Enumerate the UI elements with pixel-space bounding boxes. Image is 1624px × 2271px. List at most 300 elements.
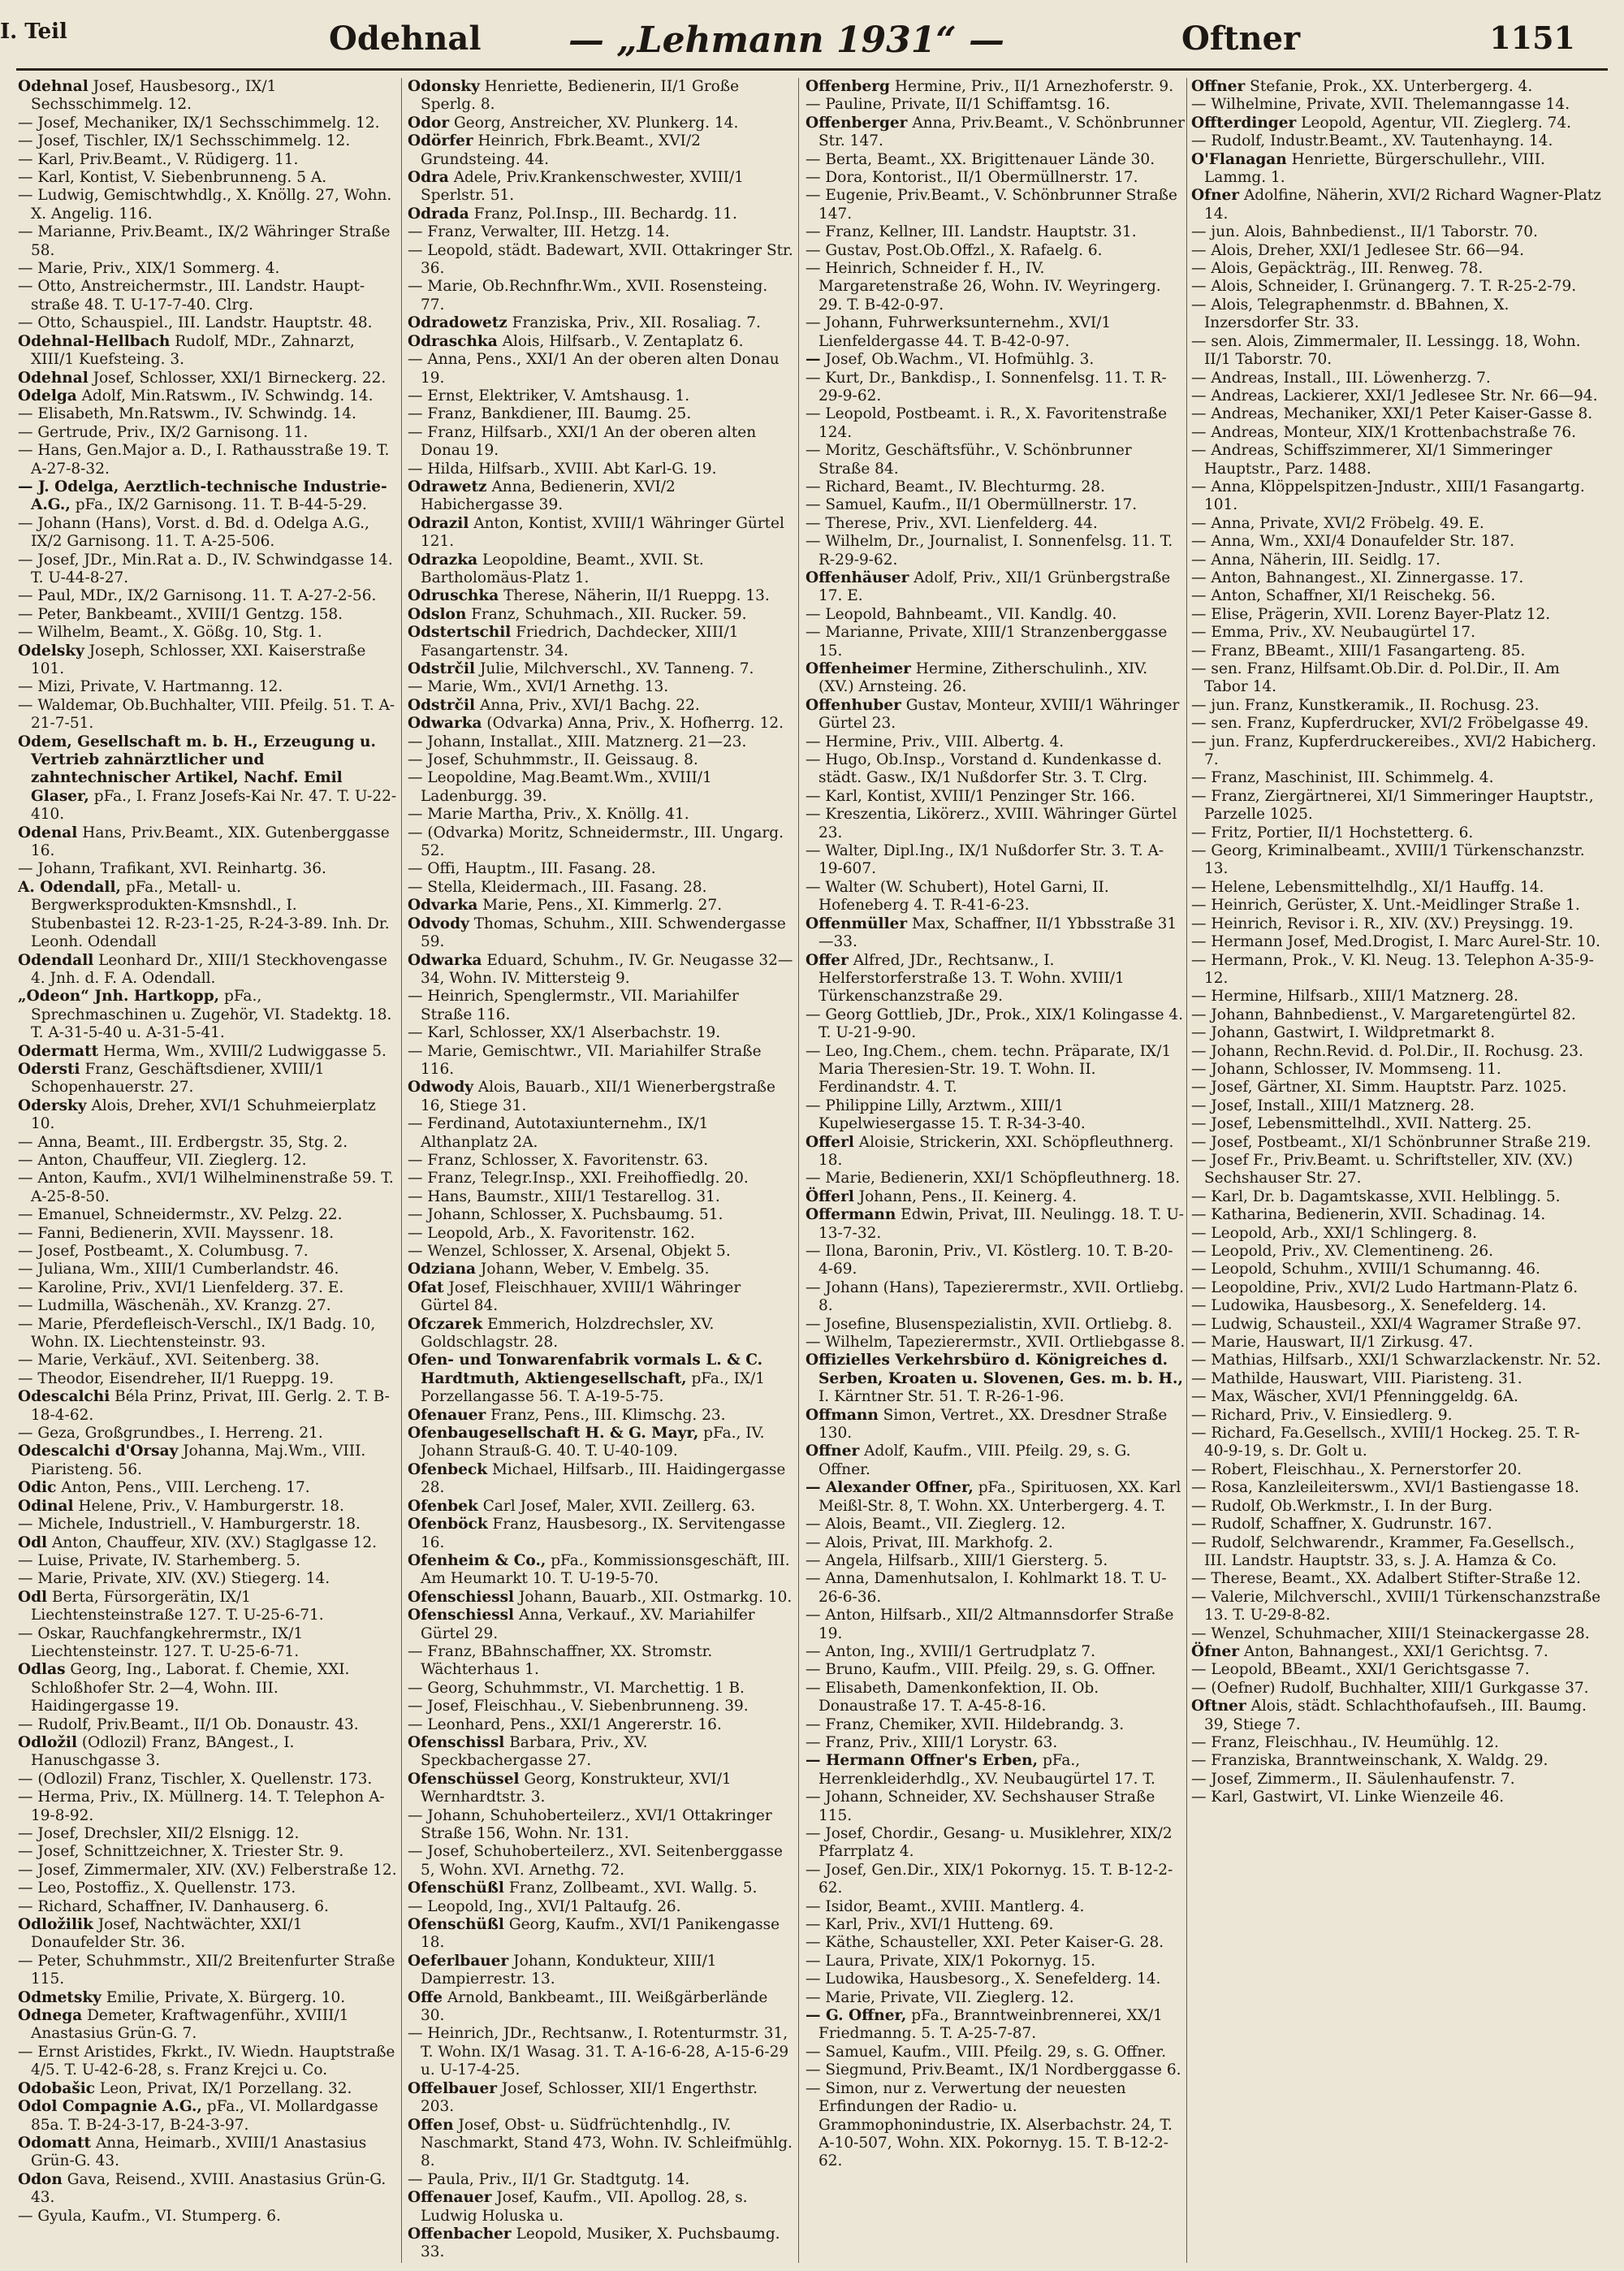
entry-details: — Waldemar, Ob.Buchhalter, VIII. Pfeilg. 51. T. A-21-7-51.: [18, 696, 395, 733]
directory-entry: [806, 1188, 1187, 1206]
directory-entry: [408, 1989, 793, 2026]
directory-entry: [806, 1916, 1187, 1934]
entry-details: — Hans, Gen.Major a. D., I. Rathausstraße 19. T. A-27-8-32.: [18, 442, 390, 478]
entry-surname: Ofat: [408, 1278, 444, 1296]
entry-surname: Odwody: [408, 1079, 474, 1097]
entry-details: Josef, Ob.Wachm., VI. Hofmühlg. 3.: [825, 351, 1095, 369]
entry-surname: Öfferl: [806, 1187, 854, 1205]
directory-entry: [1191, 1297, 1601, 1315]
entry-details: — Anna, Klöppelspitzen-Jndustr., XIII/1 Fasangartg. 101.: [1191, 478, 1585, 514]
directory-entry: [408, 1552, 793, 1589]
entry-surname: „Odeon“ Jnh. Hartkopp,: [18, 988, 220, 1006]
entry-surname: Offe: [408, 1988, 443, 2006]
entry-details: — Josef, Gärtner, XI. Simm. Hauptstr. Parz. 1025.: [1191, 1079, 1567, 1097]
directory-entry: [1191, 824, 1601, 842]
entry-details: — Walter (W. Schubert), Hotel Garni, II. Hofeneberg 4. T. R-41-6-23.: [806, 878, 1109, 915]
entry-details: — Johann, Rechn.Revid. d. Pol.Dir., II. Rochusg. 23.: [1191, 1042, 1583, 1060]
directory-entry: [1191, 733, 1601, 770]
entry-details: Edwin, Privat, III. Neulingg. 18. T. U-13-7-32.: [818, 1206, 1184, 1242]
directory-entry: [18, 1425, 400, 1443]
entry-details: — Alois, Privat, III. Markhofg. 2.: [806, 1533, 1053, 1551]
entry-details: — Georg, Schuhmmstr., VI. Marchettig. 1 B.: [408, 1679, 745, 1697]
directory-entry: [1191, 1407, 1601, 1425]
entry-details: — Therese, Beamt., XX. Adalbert Stifter-Straße 12.: [1191, 1570, 1581, 1588]
directory-entry: [408, 1024, 793, 1042]
entry-details: — Geza, Großgrundbes., I. Herreng. 21.: [18, 1425, 323, 1443]
directory-entry: [408, 1170, 793, 1187]
entry-details: — Franz, Schlosser, X. Favoritenstr. 63.: [408, 1151, 709, 1169]
entry-surname: Offenberg: [806, 78, 890, 95]
directory-entry: [18, 1843, 400, 1861]
directory-entry: [408, 897, 793, 915]
entry-surname: Offenbacher: [408, 2225, 512, 2243]
directory-entry: [1191, 1334, 1601, 1352]
entry-details: — Berta, Beamt., XX. Brigittenauer Lände 30.: [806, 150, 1155, 168]
entry-details: Alfred, JDr., Rechtsanw., I. Helferstorferstraße 13. T. Wohn. XVIII/1 Türkenschanzstraße 29.: [818, 951, 1125, 1006]
directory-entry: [806, 842, 1187, 879]
entry-details: — Hermine, Priv., VIII. Albertg. 4.: [806, 733, 1065, 751]
directory-entry: [806, 606, 1187, 624]
entry-surname: Öfner: [1191, 1642, 1240, 1660]
entry-surname: Odwarka: [408, 715, 482, 733]
directory-entry: [806, 1516, 1187, 1533]
directory-entry: [1191, 769, 1601, 787]
entry-details: Georg, Kaufm., XVI/1 Panikengasse 18.: [421, 1916, 780, 1952]
entry-details: — Ludmilla, Wäschenäh., XV. Kranzg. 27.: [18, 1297, 331, 1315]
entry-surname: O'Flanagan: [1191, 150, 1287, 168]
entry-surname: Odrawetz: [408, 478, 487, 495]
entry-details: Adolf, Kaufm., VIII. Pfeilg. 29, s. G. Offner.: [818, 1443, 1131, 1478]
entry-details: — Johann, Gastwirt, I. Wildpretmarkt 8.: [1191, 1024, 1496, 1042]
directory-entry: [408, 915, 793, 952]
entry-details: — Franz, BBahnschaffner, XX. Stromstr. Wächterhaus 1.: [408, 1642, 713, 1679]
entry-details: — Elisabeth, Damenkonfektion, II. Ob. Donaustraße 17. T. A-45-8-16.: [806, 1679, 1099, 1715]
directory-entry: [18, 642, 400, 679]
directory-entry: [1191, 1279, 1601, 1297]
directory-entry: [408, 515, 793, 552]
entry-details: — Richard, Fa.Gesellsch., XVIII/1 Hockeg. 25. T. R-40-9-19, s. Dr. Golt u.: [1191, 1425, 1580, 1460]
entry-details: — Leopold, Ing., XVI/1 Paltaufg. 26.: [408, 1897, 681, 1915]
entry-details: — Marie, Private, VII. Zieglerg. 12.: [806, 1988, 1074, 2006]
entry-details: Friedrich, Dachdecker, XIII/1 Fasangartenstr. 34.: [421, 624, 739, 660]
directory-entry: [806, 1534, 1187, 1552]
directory-entry: [408, 879, 793, 897]
directory-entry: [408, 1734, 793, 1771]
entry-details: Josef, Kaufm., VII. Apollog. 28, s. Ludwig Holuska u.: [421, 2189, 748, 2225]
directory-entry: [1191, 842, 1601, 879]
entry-details: — Robert, Fleischhau., X. Pernerstorfer 20.: [1191, 1460, 1522, 1478]
directory-entry: [18, 697, 400, 733]
entry-details: — Georg, Kriminalbeamt., XVIII/1 Türkenschanzstr. 13.: [1191, 842, 1585, 878]
entry-details: Carl Josef, Maler, XVII. Zeillerg. 63.: [482, 1497, 756, 1515]
entry-details: — Fanni, Bedienerin, XVII. Mayssenг. 18.: [18, 1224, 335, 1242]
entry-details: Johann, Pens., II. Keinerg. 4.: [858, 1187, 1077, 1205]
entry-surname: Odradowetz: [408, 314, 508, 332]
directory-entry: [18, 1061, 400, 1097]
entry-surname: Oftner: [1191, 1698, 1246, 1715]
directory-entry: [1191, 1043, 1601, 1061]
entry-surname: Odehnal: [18, 78, 89, 95]
entry-surname: Offenberger: [806, 114, 908, 132]
entry-surname: Offmann: [806, 1406, 879, 1424]
page-number: 1151: [1489, 19, 1575, 56]
entry-details: — sen. Alois, Zimmermaler, II. Lessingg. 18, Wohn. II/1 Taborstr. 70.: [1191, 332, 1581, 369]
entry-details: — Bruno, Kaufm., VIII. Pfeilg. 29, s. G. Offner.: [806, 1661, 1156, 1679]
directory-entry: [18, 2098, 400, 2135]
entry-details: Franz, Pens., III. Klimschg. 23.: [490, 1406, 726, 1424]
directory-entry: [1191, 1771, 1601, 1789]
entry-details: — Leopold, Priv., XV. Clementineng. 26.: [1191, 1243, 1493, 1260]
entry-details: — Mizi, Private, V. Hartmanng. 12.: [18, 678, 283, 696]
entry-details: Therese, Näherin, II/1 Rueppg. 13.: [503, 587, 770, 605]
directory-entry: [18, 1043, 400, 1061]
entry-details: — Luise, Private, IV. Starhemberg. 5.: [18, 1551, 301, 1569]
entry-details: Anna, Verkauf., XV. Mariahilfer Gürtel 29.: [421, 1607, 755, 1642]
directory-entry: [18, 1534, 400, 1552]
entry-surname: Odmetsky: [18, 1988, 102, 2006]
entry-details: — Wenzel, Schuhmacher, XIII/1 Steinackergasse 28.: [1191, 1624, 1590, 1642]
directory-entry: [1191, 1643, 1601, 1661]
directory-entry: [408, 1261, 793, 1278]
directory-entry: [18, 78, 400, 115]
entry-details: — Marie, Private, XIV. (XV.) Stiegerg. 14.: [18, 1570, 330, 1588]
directory-entry: [408, 478, 793, 515]
entry-details: — Kurt, Dr., Bankdisp., I. Sonnenfelsg. 11. T. R-29-9-62.: [806, 369, 1167, 404]
entry-details: — Emma, Priv., XV. Neubaugürtel 17.: [1191, 624, 1475, 642]
directory-entry: [1191, 569, 1601, 587]
entry-details: Georg, Ing., Laborat. f. Chemie, XXI. Schloßhofer Str. 2—4, Wohn. III. Haidingergasse 19.: [31, 1661, 350, 1715]
entry-details: — Rudolf, Schaffner, X. Gudrunstr. 167.: [1191, 1516, 1492, 1533]
directory-entry: [1191, 242, 1601, 260]
entry-details: — Marie, Bedienerin, XXI/1 Schöpfleuthnerg. 18.: [806, 1170, 1181, 1187]
entry-details: — Leopold, Arb., XXI/1 Schlingerg. 8.: [1191, 1224, 1478, 1242]
directory-entry: [18, 1388, 400, 1425]
entry-details: — Mathias, Hilfsarb., XXI/1 Schwarzlackenstr. Nr. 52.: [1191, 1352, 1601, 1369]
entry-details: — Alois, Gepäckträg., III. Renweg. 78.: [1191, 260, 1484, 278]
entry-details: — Josefine, Blusenspezialistin, XVII. Ortliebg. 8.: [806, 1315, 1173, 1333]
directory-entry: [1191, 1006, 1601, 1024]
directory-entry: [18, 1479, 400, 1497]
directory-entry: [1191, 1225, 1601, 1243]
entry-details: Eduard, Schuhm., IV. Gr. Neugasse 32—34, Wohn. IV. Mittersteig 9.: [421, 951, 793, 987]
directory-entry: [18, 151, 400, 169]
entry-details: — Dora, Kontorist., II/1 Obermüllnerstr. 17.: [806, 169, 1138, 187]
entry-details: — Helene, Lebensmittelhdlg., XI/1 Hauffg. 14.: [1191, 878, 1544, 896]
entry-details: — Heinrich, Schneider f. H., IV. Margaretenstraße 26, Wohn. IV. Weyringerg. 29. T. B-42-0-97.: [806, 260, 1161, 314]
entry-details: Max, Schaffner, II/1 Ybbsstraße 31—33.: [818, 915, 1177, 951]
directory-entry: [1191, 1534, 1601, 1571]
column-3: [806, 78, 1187, 2263]
directory-entry: [806, 1352, 1187, 1406]
entry-surname: Odziana: [408, 1261, 477, 1278]
directory-entry: [806, 2007, 1187, 2044]
entry-surname: Odvarka: [408, 897, 478, 915]
directory-entry: [1191, 552, 1601, 569]
entry-details: — Elisabeth, Mn.Ratswm., IV. Schwindg. 14.: [18, 405, 356, 423]
entry-surname: Odescalchi: [18, 1388, 110, 1406]
entry-details: Josef, Hausbesorg., IX/1 Sechsschimmelg. 12.: [31, 78, 277, 114]
entry-details: — Otto, Anstreichermstr., III. Landstr. Haupt-straße 48. T. U-17-7-40. Clrg.: [18, 278, 365, 314]
entry-details: — Richard, Beamt., IV. Blechturmg. 28.: [806, 478, 1105, 495]
entry-surname: Ofenschüßl: [408, 1880, 504, 1897]
directory-entry: [806, 1970, 1187, 1988]
entry-details: Adolfine, Näherin, XVI/2 Richard Wagner-Platz 14.: [1204, 187, 1601, 223]
first-entry-word: Odehnal: [329, 19, 482, 58]
directory-entry: [806, 1316, 1187, 1334]
directory-entry: [408, 223, 793, 241]
entry-details: — Leonhard, Pens., XXI/1 Angererstr. 16.: [408, 1715, 722, 1733]
directory-entry: [408, 1680, 793, 1698]
entry-surname: Odonsky: [408, 78, 480, 95]
entry-details: — Josef, Chordir., Gesang- u. Musiklehrer, XIX/2 Pfarrplatz 4.: [806, 1825, 1173, 1861]
directory-entry: [806, 2061, 1187, 2079]
entry-details: — Elise, Prägerin, XVII. Lorenz Bayer-Platz 12.: [1191, 605, 1551, 623]
entry-details: — Andreas, Lackierer, XXI/1 Jedlesee Str. Nr. 66—94.: [1191, 387, 1598, 404]
entry-surname: Ofenböck: [408, 1516, 488, 1533]
directory-entry: [408, 1843, 793, 1880]
directory-entry: [1191, 1206, 1601, 1224]
directory-entry: [408, 552, 793, 588]
entry-surname: Ofenauer: [408, 1406, 486, 1424]
directory-entry: [408, 333, 793, 351]
entry-details: — Theodor, Eisendreher, II/1 Rueppg. 19.: [18, 1369, 335, 1387]
directory-entry: [408, 1880, 793, 1897]
entry-details: — Valerie, Milchverschl., XVIII/1 Türkenschanzstraße 13. T. U-29-8-82.: [1191, 1588, 1601, 1624]
directory-entry: [408, 278, 793, 314]
entry-details: — Wenzel, Schlosser, X. Arsenal, Objekt 5.: [408, 1243, 731, 1260]
directory-entry: [806, 1752, 1187, 1789]
entry-surname: Ofenschiessl: [408, 1607, 515, 1624]
directory-entry: [806, 496, 1187, 514]
entry-details: — Josef, Mechaniker, IX/1 Sechsschimmelg. 12.: [18, 114, 380, 132]
directory-entry: [1191, 1589, 1601, 1625]
entry-details: — Rudolf, Selchwarendr., Krammer, Fa.Gesellsch., III. Landstr. Hauptstr. 33, s. J. A. Hamza & Co.: [1191, 1533, 1575, 1569]
entry-surname: Offizielles Verkehrsbüro d. Königreiches d. Serben, Kroaten u. Slovenen, Ges. m. b. H.,: [806, 1352, 1183, 1387]
directory-entry: [1191, 1097, 1601, 1115]
entry-surname: Odslon: [408, 605, 467, 623]
directory-entry: [1191, 988, 1601, 1006]
entry-details: — Angela, Hilfsarb., XIII/1 Giersterg. 5.: [806, 1551, 1108, 1569]
directory-entry: [1191, 1388, 1601, 1406]
directory-entry: [408, 1716, 793, 1734]
entry-details: Demeter, Kraftwagenführ., XVIII/1 Anastasius Grün-G. 7.: [31, 2007, 349, 2043]
entry-details: — Karl, Kontist, XVIII/1 Penzinger Str. 166.: [806, 787, 1135, 805]
entry-details: Emmerich, Holzdrechsler, XV. Goldschlagstr. 28.: [421, 1315, 715, 1352]
directory-entry: [18, 424, 400, 442]
directory-entry: [408, 1771, 793, 1807]
entry-details: Josef, Nachtwächter, XXI/1 Donaufelder Str. 36.: [31, 1916, 303, 1952]
directory-entry: [1191, 1698, 1601, 1734]
directory-entry: [806, 2080, 1187, 2171]
entry-details: — Josef, Postbeamt., X. Columbusg. 7.: [18, 1243, 309, 1260]
directory-entry: [18, 2171, 400, 2208]
directory-entry: [18, 1916, 400, 1953]
entry-surname: Odobašic: [18, 2079, 96, 2097]
entry-details: — Josef, Zimmermaler, XIV. (XV.) Felberstraße 12.: [18, 1861, 397, 1879]
directory-entry: [1191, 132, 1601, 150]
directory-entry: [1191, 1680, 1601, 1698]
entry-details: Franz, Hausbesorg., IX. Servitengasse 16.: [421, 1516, 786, 1551]
entry-surname: Odörfer: [408, 132, 473, 150]
entry-details: (Odlozil) Franz, BAngest., I. Hanuschgasse 3.: [31, 1733, 295, 1770]
entry-surname: Offner: [1191, 78, 1246, 95]
entry-details: pFa., Kommissionsgeschäft, III. Am Heumarkt 10. T. U-19-5-70.: [421, 1551, 790, 1588]
directory-entry: [408, 387, 793, 405]
directory-entry: [1191, 879, 1601, 897]
directory-entry: [18, 1516, 400, 1533]
entry-surname: Odrazka: [408, 551, 478, 569]
entry-details: — Stella, Kleidermach., III. Fasang. 28.: [408, 878, 707, 896]
directory-entry: [1191, 1352, 1601, 1369]
entry-details: — Josef, Install., XIII/1 Matznerg. 28.: [1191, 1097, 1475, 1114]
directory-entry: [1191, 515, 1601, 533]
entry-details: Leopold, Musiker, X. Puchsbaumg. 33.: [421, 2225, 780, 2261]
entry-surname: Odic: [18, 1479, 57, 1497]
entry-details: — Karl, Priv., XVI/1 Hutteng. 69.: [806, 1916, 1054, 1934]
directory-entry: [18, 2208, 400, 2226]
entry-surname: Offenmüller: [806, 915, 908, 932]
directory-entry: [1191, 660, 1601, 697]
entry-details: — Isidor, Beamt., XVIII. Mantlerg. 4.: [806, 1897, 1085, 1915]
entry-details: — Johann, Schlosser, X. Puchsbaumg. 51.: [408, 1206, 723, 1224]
directory-entry: [408, 587, 793, 605]
entry-details: — Franz, BBeamt., XIII/1 Fasangarteng. 85.: [1191, 642, 1526, 660]
entry-surname: Offenhuber: [806, 696, 901, 714]
entry-details: — Leo, Postoffiz., X. Quellenstr. 173.: [18, 1880, 296, 1897]
directory-entry: [408, 2117, 793, 2171]
entry-surname: Ofner: [1191, 187, 1240, 205]
entry-details: — Paul, MDr., IX/2 Garnisong. 11. T. A-27-2-56.: [18, 587, 377, 605]
entry-details: — Gyula, Kaufm., VI. Stumperg. 6.: [18, 2207, 281, 2225]
entry-surname: Ofenbeck: [408, 1460, 488, 1478]
entry-details: — Hugo, Ob.Insp., Vorstand d. Kundenkasse d. städt. Gasw., IX/1 Nußdorfer Str. 3. T. Clrg.: [806, 751, 1162, 787]
entry-details: — Katharina, Bedienerin, XVII. Schadinag. 14.: [1191, 1206, 1546, 1224]
entry-details: Johann, Bauarb., XII. Ostmarkg. 10.: [518, 1588, 793, 1606]
entry-surname: Odstertschil: [408, 624, 512, 642]
entry-details: — Rudolf, Priv.Beamt., II/1 Ob. Donaustr. 43.: [18, 1715, 359, 1733]
entry-details: — Alois, Dreher, XXI/1 Jedlesee Str. 66—94.: [1191, 241, 1525, 259]
directory-entry: [1191, 697, 1601, 715]
entry-details: pFa., IV. Johann Strauß-G. 40. T. U-40-109.: [421, 1425, 765, 1460]
directory-entry: [408, 606, 793, 624]
entry-details: — Franz, Maschinist, III. Schimmelg. 4.: [1191, 769, 1494, 787]
entry-details: — Richard, Schaffner, IV. Danhauserg. 6.: [18, 1897, 329, 1915]
entry-details: Franz, Pol.Insp., III. Bechardg. 11.: [473, 205, 737, 223]
entry-details: pFa., IX/1 Porzellangasse 56. T. A-19-5-75.: [421, 1369, 766, 1406]
directory-entry: [18, 1279, 400, 1297]
entry-details: — Marie, Priv., XIX/1 Sommerg. 4.: [18, 260, 280, 278]
directory-entry: [806, 1716, 1187, 1734]
entry-details: — Franz, Chemiker, XVII. Hildebrandg. 3.: [806, 1715, 1125, 1733]
directory-entry: [408, 2080, 793, 2117]
entry-surname: — Hermann Offner's Erben,: [806, 1752, 1039, 1770]
directory-entry: [806, 314, 1187, 351]
directory-entry: [18, 1789, 400, 1825]
entry-details: — Leopold, Arb., X. Favoritenstr. 162.: [408, 1224, 695, 1242]
entry-details: — Heinrich, Spenglermstr., VII. Mariahilfer Straße 116.: [408, 988, 739, 1023]
entry-surname: Odomatt: [18, 2134, 92, 2152]
directory-entry: [1191, 442, 1601, 478]
entry-details: Georg, Anstreicher, XV. Plunkerg. 14.: [454, 114, 739, 132]
directory-entry: [408, 461, 793, 478]
entry-details: — Otto, Schauspiel., III. Landstr. Hauptstr. 48.: [18, 314, 373, 332]
entry-surname: Odložilik: [18, 1916, 93, 1934]
directory-entry: [806, 1443, 1187, 1479]
entry-details: Henriette, Bedienerin, II/1 Große Sperlg. 8.: [421, 78, 740, 114]
entry-details: Gustav, Monteur, XVIII/1 Währinger Gürtel 23.: [818, 696, 1180, 733]
entry-details: — Marie, Hauswart, II/1 Zirkusg. 47.: [1191, 1334, 1474, 1352]
directory-entry: [408, 769, 793, 806]
directory-entry: [18, 1771, 400, 1789]
entry-details: — Marie, Ob.Rechnfhr.Wm., XVII. Rosensteing. 77.: [408, 278, 768, 314]
directory-entry: [1191, 788, 1601, 824]
entry-surname: A. Odendall,: [18, 878, 121, 896]
directory-entry: [408, 624, 793, 660]
directory-entry: [408, 242, 793, 279]
entry-details: — Ludowika, Hausbesorg., X. Senefelderg. 14.: [1191, 1297, 1547, 1315]
directory-entry: [408, 1115, 793, 1152]
entry-details: Leon, Privat, IX/1 Porzellang. 32.: [99, 2079, 352, 2097]
entry-surname: Odruschka: [408, 587, 499, 605]
entry-details: — Gertrude, Priv., IX/2 Garnisong. 11.: [18, 423, 309, 441]
entry-details: Rudolf, MDr., Zahnarzt, XIII/1 Kuefsteing. 3.: [31, 332, 355, 369]
entry-details: — Franz, Telegr.Insp., XXI. Freihoffiedlg. 20.: [408, 1170, 749, 1187]
entry-details: — Anton, Ing., XVIII/1 Gertrudplatz 7.: [806, 1642, 1096, 1660]
entry-details: — Josef, Drechsler, XII/2 Elsnigg. 12.: [18, 1825, 300, 1842]
entry-details: pFa., Spirituosen, XX. Karl Meißl-Str. 8, T. Wohn. XX. Unterbergerg. 4. T.: [818, 1479, 1181, 1515]
entry-details: Franziska, Priv., XII. Rosaliag. 7.: [512, 314, 761, 332]
directory-entry: [408, 824, 793, 861]
entry-surname: — Alexander Offner,: [806, 1479, 974, 1497]
directory-entry: [1191, 187, 1601, 223]
entry-details: — Karl, Kontist, V. Siebenbrunneng. 5 A.: [18, 169, 327, 187]
directory-entry: [408, 1316, 793, 1352]
directory-entry: [806, 1134, 1187, 1170]
directory-entry: [18, 115, 400, 132]
directory-entry: [806, 1862, 1187, 1898]
directory-entry: [18, 405, 400, 423]
directory-entry: [408, 205, 793, 223]
entry-details: — Anton, Bahnangest., XI. Zinnergasse. 17.: [1191, 569, 1524, 586]
entry-details: Josef, Schlosser, XXI/1 Birneckerg. 22.: [93, 369, 387, 387]
directory-entry: [1191, 1152, 1601, 1188]
entry-details: Emilie, Private, X. Bürgerg. 10.: [106, 1988, 346, 2006]
directory-entry: [18, 1625, 400, 1662]
entry-surname: Odescalchi d'Orsay: [18, 1443, 179, 1460]
entry-surname: Offen: [408, 2116, 454, 2134]
entry-details: — Offi, Hauptm., III. Fasang. 28.: [408, 860, 656, 878]
directory-entry: [408, 1425, 793, 1461]
directory-entry: [806, 533, 1187, 569]
entry-details: Aloisie, Strickerin, XXI. Schöpfleuthnerg. 18.: [818, 1133, 1174, 1169]
entry-details: — Peter, Bankbeamt., XVIII/1 Gentzg. 158.: [18, 605, 343, 623]
entry-details: — Heinrich, Revisor i. R., XIV. (XV.) Preysingg. 19.: [1191, 915, 1574, 932]
entry-surname: Offterdinger: [1191, 114, 1297, 132]
entry-surname: Offenheimer: [806, 660, 911, 677]
section-tag: I. Teil: [0, 19, 67, 44]
entry-details: — Therese, Priv., XVI. Lienfelderg. 44.: [806, 514, 1098, 532]
entry-surname: Ofen- und Tonwarenfabrik vormals L. & C. Hardtmuth, Aktiengesellschaft,: [408, 1352, 763, 1387]
entry-details: Thomas, Schuhm., XIII. Schwendergasse 59.: [421, 915, 786, 951]
entry-surname: Odstrčil: [408, 660, 476, 677]
entry-details: — Juliana, Wm., XIII/1 Cumberlandstr. 46.: [18, 1261, 339, 1278]
directory-entry: [408, 1698, 793, 1715]
entry-details: — Wilhelm, Tapezierermstr., XVII. Ortliebgasse 8.: [806, 1334, 1186, 1352]
entry-details: — Josef, Schnittzeichner, X. Triester Str. 9.: [18, 1843, 344, 1861]
directory-entry: [18, 1316, 400, 1352]
entry-details: — Anna, Damenhutsalon, I. Kohlmarkt 18. T. U-26-6-36.: [806, 1570, 1167, 1606]
directory-entry: [1191, 1752, 1601, 1770]
